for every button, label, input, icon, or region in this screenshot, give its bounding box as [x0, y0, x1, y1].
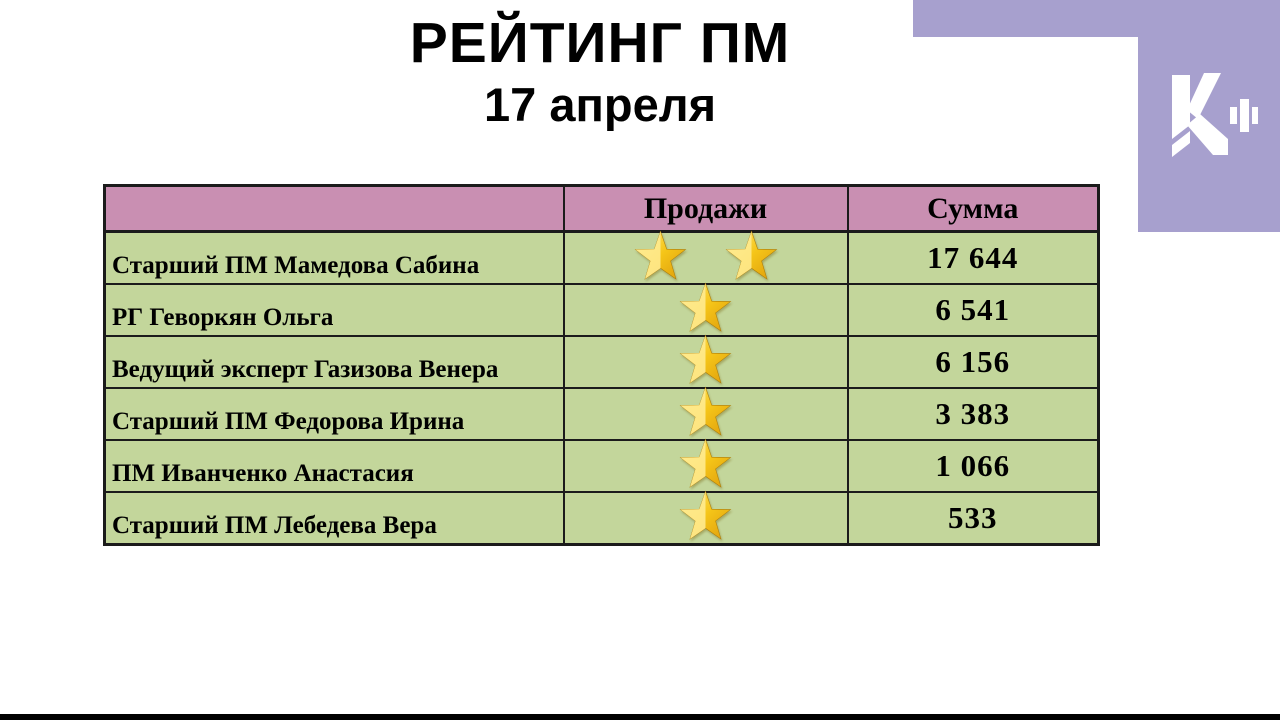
table-row [105, 284, 1099, 336]
table-row [105, 440, 1099, 492]
sales-stars-cell [564, 440, 848, 492]
title-line-1: РЕЙТИНГ ПМ [409, 11, 791, 75]
sum-value: 3 383 [848, 388, 1099, 440]
table-row [105, 388, 1099, 440]
header-cell-sales: Продажи [564, 186, 848, 232]
header-cell-name [105, 186, 564, 232]
header-row [105, 186, 1099, 232]
sales-stars-cell [564, 492, 848, 545]
gold-star-icon [678, 282, 733, 333]
employee-name: Ведущий эксперт Газизова Венера [105, 336, 564, 388]
sum-value: 1 066 [848, 440, 1099, 492]
gold-star-icon [678, 334, 733, 385]
employee-name: Старший ПМ Мамедова Сабина [105, 232, 564, 285]
gold-star-icon [633, 230, 688, 281]
sales-stars-cell [564, 232, 848, 285]
rating-table-header [105, 186, 1099, 232]
employee-name: ПМ Иванченко Анастасия [105, 440, 564, 492]
gold-star-icon [724, 230, 779, 281]
table-row [105, 492, 1099, 545]
table-row [105, 232, 1099, 285]
k-plus-logo-square [1138, 0, 1280, 232]
sum-value: 533 [848, 492, 1099, 545]
gold-star-icon [678, 438, 733, 489]
sum-value: 6 541 [848, 284, 1099, 336]
gold-star-icon [678, 490, 733, 541]
header-cell-sum: Сумма [848, 186, 1099, 232]
sales-stars-cell [564, 336, 848, 388]
employee-name: Старший ПМ Лебедева Вера [105, 492, 564, 545]
k-plus-logo-icon [1160, 72, 1258, 160]
employee-name: РГ Геворкян Ольга [105, 284, 564, 336]
employee-name: Старший ПМ Федорова Ирина [105, 388, 564, 440]
sum-value: 6 156 [848, 336, 1099, 388]
gold-star-icon [678, 386, 733, 437]
rating-table-body [105, 232, 1099, 545]
title-line-2: 17 апреля [484, 77, 716, 131]
sum-value: 17 644 [848, 232, 1099, 285]
sales-stars-cell [564, 284, 848, 336]
sales-stars-cell [564, 388, 848, 440]
rating-table [103, 184, 1100, 546]
letterbox-bottom-bar [0, 714, 1280, 720]
table-row [105, 336, 1099, 388]
